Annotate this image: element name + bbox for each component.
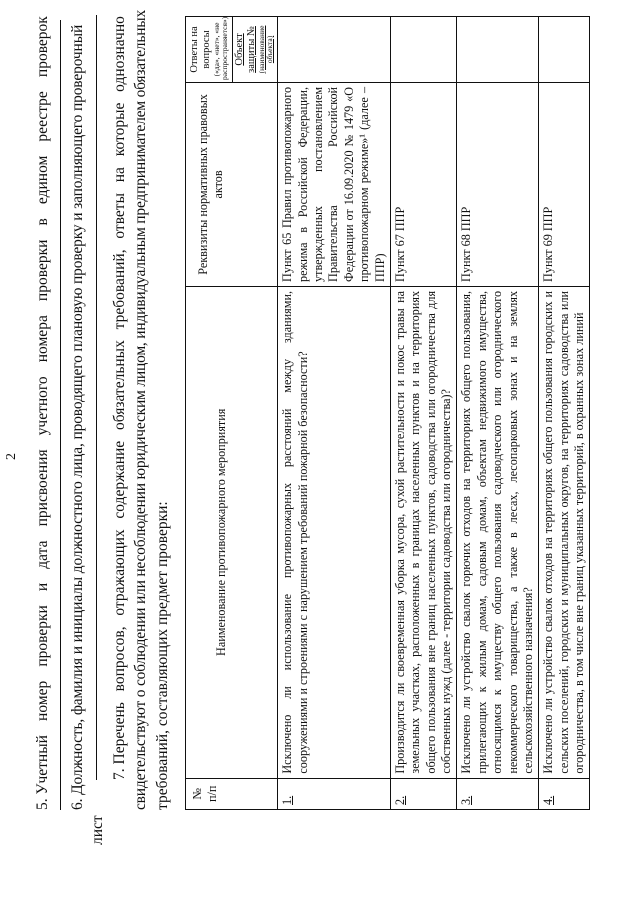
item-5-word: присвоения xyxy=(34,449,51,527)
item-5-word: и xyxy=(34,582,51,592)
header-num: № п/п xyxy=(186,778,278,809)
item-7-line-3: требований, составляющих предмет проверки: xyxy=(154,501,171,810)
row-legal-acts: Пункт 67 ППР xyxy=(390,82,457,286)
item-7-word: отражающих xyxy=(111,529,128,616)
item-6-underline xyxy=(96,15,97,780)
table-row xyxy=(457,17,539,810)
row-measure-name: Исключено ли устройство свалок горючих отходов на территориях общего пользования, прилегающих к жилым домам, садовым домам, объектам недвижимого имущества, относящимся к имуществу общего пользования садоводческого или огороднического некоммерческого товарищества, а также в лесах, лесопарковых зонах и на землях сельскохозяйственного назначения? xyxy=(457,286,539,778)
item-5-word: учетного xyxy=(34,376,51,436)
header-acts: Реквизиты нормативных правовых актов xyxy=(186,82,278,286)
row-number: 4. xyxy=(539,778,590,809)
header-answers xyxy=(186,17,278,83)
item-5-word: реестре xyxy=(34,91,51,142)
item-5-line xyxy=(35,16,51,810)
row-measure-name: Производится ли своевременная уборка мусора, сухой растительности и покос травы на земельных участках, расположенных в границах населенных пунктов и на территориях общего пользования вне границ населенных пунктов, садоводства или огородничества для собственных нужд (далее - территории садоводства или огородничества)? xyxy=(390,286,457,778)
row-number: 3. xyxy=(457,778,539,809)
header-object: Объект защиты № xyxy=(232,17,258,82)
item-5-word: номера xyxy=(34,315,51,363)
table-row xyxy=(390,17,457,810)
item-5-word: проверки xyxy=(34,605,51,667)
row-legal-acts: Пункт 65 Правил противопожарного режима в Российской Федерации, утвержденных постановлением Правительства Российской Федерации от 16.09.2020 № 1479 «О противопожарном режиме»¹ (далее – ППР) xyxy=(278,82,391,286)
item-7-word: однозначно xyxy=(111,16,128,92)
page-number: 2 xyxy=(4,453,19,460)
table-header-row xyxy=(186,17,278,810)
row-legal-acts: Пункт 69 ППР xyxy=(539,82,590,286)
row-measure-name: Исключено ли использование противопожарных расстояний между зданиями, сооружениями и строениями с нарушением требований пожарной безопасности? xyxy=(278,286,391,778)
item-6-line-1: 6. Должность, фамилия и инициалы должностного лица, проводящего плановую проверку и заполняющего проверочный xyxy=(69,24,86,810)
row-legal-acts: Пункт 68 ППР xyxy=(457,82,539,286)
row-answer-cell[interactable] xyxy=(457,17,539,83)
header-object-note: (наименование объекта) xyxy=(256,25,274,74)
item-5-word: в xyxy=(34,218,51,226)
item-5-word: 5. Учетный xyxy=(34,735,51,810)
item-5-word: проверок xyxy=(34,16,51,78)
item-7-word: обязательных xyxy=(111,340,128,431)
item-7-word: на xyxy=(111,167,128,183)
item-5-underline xyxy=(60,20,61,810)
item-7-word: 7. Перечень xyxy=(111,702,128,780)
row-answer-cell[interactable] xyxy=(278,17,391,83)
item-5-word: проверки xyxy=(34,239,51,302)
header-answers-title: Ответы на вопросы xyxy=(189,26,213,73)
item-7-line-1 xyxy=(112,16,128,780)
item-5-word: едином xyxy=(34,155,51,205)
item-7-word: содержание xyxy=(111,440,128,519)
row-measure-name: Исключено ли устройство свалок отходов на территориях общего пользования городских и сельских поселений, городских и муниципальных округов, на территориях садоводства или огородничества, в том числе вне границ указанных территорий, в охранных зонах линий xyxy=(539,286,590,778)
item-5-word: номер xyxy=(34,680,51,721)
table-body xyxy=(278,17,590,810)
item-5-word: дата xyxy=(34,540,51,569)
row-answer-cell[interactable] xyxy=(390,17,457,83)
row-number: 2. xyxy=(390,778,457,809)
header-name: Наименование противопожарного мероприятия xyxy=(186,286,278,778)
item-7-word: требований, xyxy=(111,249,128,330)
item-7-line-2: свидетельствуют о соблюдении или несоблюдении юридическим лицом, индивидуальным предпринимателем обязательных xyxy=(132,9,149,810)
row-number: 1. xyxy=(278,778,391,809)
item-7-word: которые xyxy=(111,102,128,157)
item-7-word: вопросов, xyxy=(111,626,128,692)
table-row xyxy=(278,17,391,810)
checklist-table xyxy=(185,16,590,810)
item-7-word: ответы xyxy=(111,193,128,239)
item-6-line-2: лист xyxy=(89,815,106,845)
table-row xyxy=(539,17,590,810)
header-answers-note: («да», «нет», «не распространяется») xyxy=(212,16,230,80)
row-answer-cell[interactable] xyxy=(539,17,590,83)
